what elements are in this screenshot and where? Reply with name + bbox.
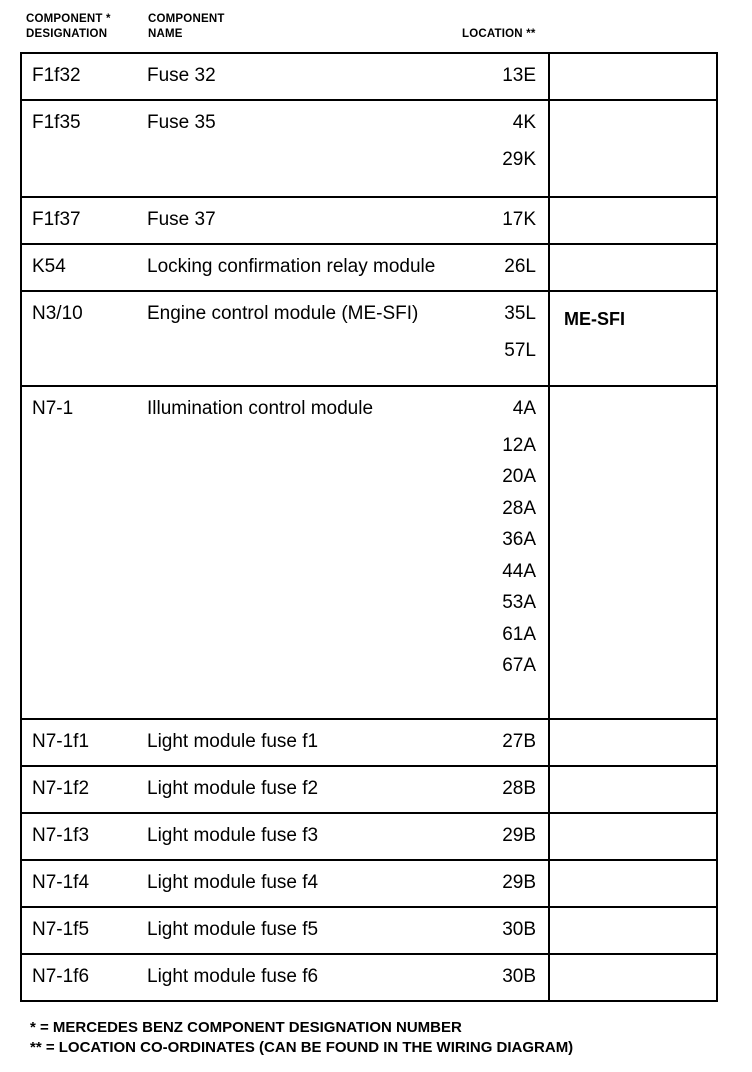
location-code: 26L xyxy=(504,256,536,277)
location-code: 61A xyxy=(502,623,536,645)
component-locations xyxy=(504,303,536,366)
location-code: 67A xyxy=(502,655,536,676)
component-designation: N7-1f1 xyxy=(32,731,90,752)
location-code: 13E xyxy=(502,65,536,86)
component-designation: N7-1f4 xyxy=(32,872,90,893)
component-locations xyxy=(504,256,536,288)
component-designation: K54 xyxy=(32,256,66,277)
location-code: 30B xyxy=(502,919,536,940)
location-code: 20A xyxy=(502,466,536,487)
header-name-line1: COMPONENT xyxy=(148,13,225,25)
location-code: 28B xyxy=(502,778,536,799)
component-designation: F1f32 xyxy=(32,65,81,86)
column-divider xyxy=(548,814,550,859)
table-row xyxy=(22,243,716,290)
location-code: 29B xyxy=(502,872,536,893)
component-locations xyxy=(502,919,536,951)
location-code: 27B xyxy=(502,731,536,752)
header-designation-line1: COMPONENT * xyxy=(26,13,111,25)
column-divider xyxy=(548,767,550,812)
location-code: 12A xyxy=(502,434,536,456)
component-table xyxy=(20,52,718,1002)
component-designation: N7-1f2 xyxy=(32,778,90,799)
header-location xyxy=(462,27,536,42)
location-code: 29K xyxy=(502,148,536,170)
component-designation: N7-1f6 xyxy=(32,966,90,987)
component-name: Locking confirmation relay module xyxy=(147,256,436,277)
header-name-line2: NAME xyxy=(148,28,183,40)
component-name: Light module fuse f1 xyxy=(147,731,319,752)
component-designation: N7-1 xyxy=(32,398,74,419)
component-designation: N7-1f5 xyxy=(32,919,90,940)
location-code: 30B xyxy=(502,966,536,987)
location-code: 4A xyxy=(512,398,536,419)
component-name: Light module fuse f5 xyxy=(147,919,319,940)
header-designation-line2: DESIGNATION xyxy=(26,28,108,40)
table-row xyxy=(22,906,716,953)
component-locations xyxy=(502,112,536,175)
column-divider xyxy=(548,720,550,765)
component-name: Fuse 35 xyxy=(147,112,216,133)
component-name: Light module fuse f4 xyxy=(147,872,319,893)
location-code: 44A xyxy=(502,560,536,582)
column-divider xyxy=(548,292,550,385)
column-divider xyxy=(548,245,550,290)
table-row xyxy=(22,52,716,99)
column-divider xyxy=(548,908,550,953)
column-divider xyxy=(548,861,550,906)
component-name: Fuse 37 xyxy=(147,209,216,230)
component-locations xyxy=(502,872,536,904)
component-name: Light module fuse f6 xyxy=(147,966,319,987)
system-note: ME-SFI xyxy=(564,309,625,329)
location-code: 4K xyxy=(512,112,536,133)
component-designation: F1f35 xyxy=(32,112,81,133)
table-row xyxy=(22,953,716,1000)
table-row xyxy=(22,385,716,718)
component-designation: F1f37 xyxy=(32,209,81,230)
column-divider xyxy=(548,387,550,718)
column-divider xyxy=(548,101,550,196)
location-code: 29B xyxy=(502,825,536,846)
component-locations xyxy=(502,731,536,763)
component-locations xyxy=(502,398,536,682)
component-name: Engine control module (ME-SFI) xyxy=(147,303,419,324)
header-component-designation xyxy=(26,12,111,42)
component-locations xyxy=(502,65,536,97)
footnote-location: ** = LOCATION CO-ORDINATES (CAN BE FOUND IN THE WIRING DIAGRAM) xyxy=(30,1039,574,1056)
component-locations xyxy=(502,825,536,857)
table-row xyxy=(22,859,716,906)
component-designation: N3/10 xyxy=(32,303,83,324)
location-code: 36A xyxy=(502,529,536,550)
header-location-label: LOCATION ** xyxy=(462,28,536,40)
component-name: Illumination control module xyxy=(147,398,374,419)
table-row xyxy=(22,99,716,196)
column-divider xyxy=(548,198,550,243)
location-code: 57L xyxy=(504,339,536,361)
column-divider xyxy=(548,54,550,99)
table-row xyxy=(22,196,716,243)
header-component-name xyxy=(148,12,225,42)
column-divider xyxy=(548,955,550,1000)
location-code: 28A xyxy=(502,497,536,519)
component-locations xyxy=(502,209,536,241)
table-row xyxy=(22,718,716,765)
component-locations xyxy=(502,966,536,998)
location-code: 35L xyxy=(504,303,536,324)
location-code: 17K xyxy=(502,209,536,230)
table-row xyxy=(22,290,716,385)
location-code: 53A xyxy=(502,592,536,613)
component-locations xyxy=(502,778,536,810)
component-designation: N7-1f3 xyxy=(32,825,90,846)
footnote-designation: * = MERCEDES BENZ COMPONENT DESIGNATION NUMBER xyxy=(30,1019,462,1036)
table-row xyxy=(22,812,716,859)
footnotes xyxy=(30,1018,573,1058)
component-name: Light module fuse f3 xyxy=(147,825,319,846)
component-name: Light module fuse f2 xyxy=(147,778,319,799)
table-row xyxy=(22,765,716,812)
component-name: Fuse 32 xyxy=(147,65,216,86)
